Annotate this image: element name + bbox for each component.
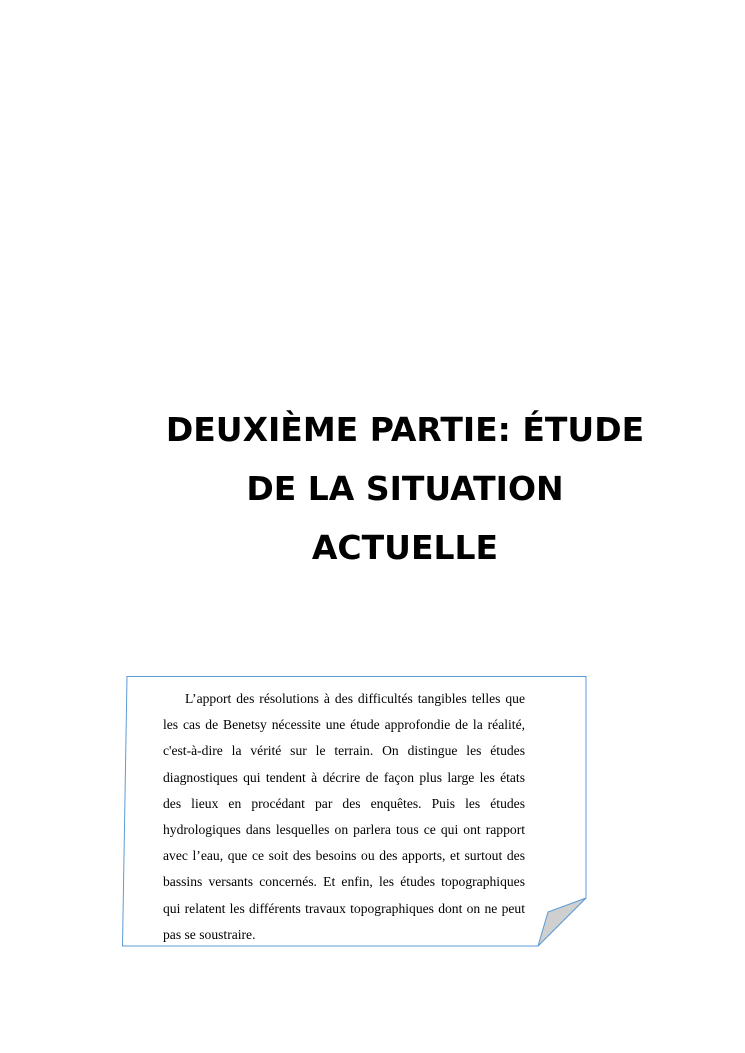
summary-frame bbox=[122, 676, 587, 948]
summary-paragraph: L’apport des résolutions à des difficultés tangibles telles que les cas de Benetsy nécessite une étude approfondie de la réalité, c'est-à-dire la vérité sur le terrain. On distingue les études diagnostiques qui tendent à décrire de façon plus large les états des lieux en procédant par des enquêtes. Puis les études hydrologiques dans lesquelles on parlera tous ce qui ont rapport avec l’eau, que ce soit des besoins ou des apports, et surtout des bassins versants concernés. Et enfin, les études topographiques qui relatent les différents travaux topographiques dont on ne peut pas se soustraire. bbox=[163, 691, 525, 942]
part-title-line-3: ACTUELLE bbox=[311, 528, 499, 567]
part-title-line-1: DEUXIÈME PARTIE: ÉTUDE bbox=[165, 410, 645, 449]
part-title bbox=[150, 400, 660, 577]
part-title-line-2: DE LA SITUATION bbox=[246, 469, 564, 508]
